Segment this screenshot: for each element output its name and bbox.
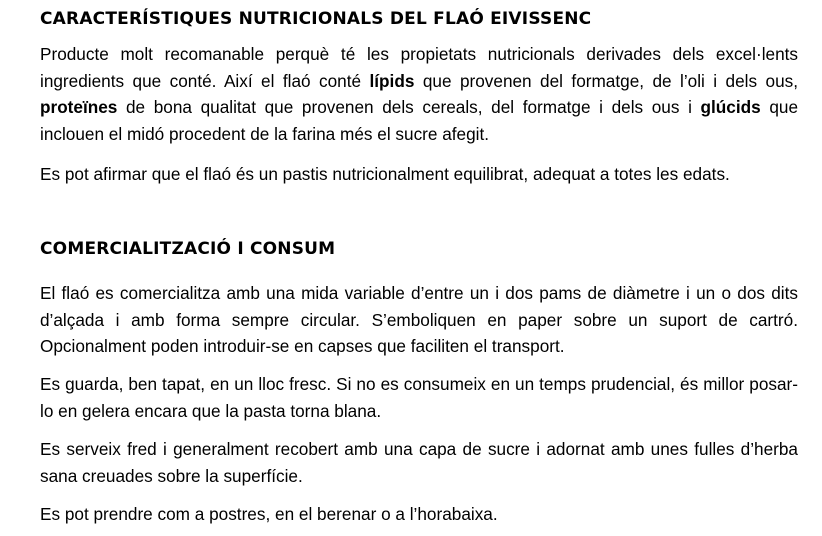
bold-term-proteins: proteïnes — [40, 97, 118, 117]
text-segment: de bona qualitat que provenen dels cereals, del formatge i dels ous i — [117, 97, 701, 117]
paragraph-consumption-time: Es pot prendre com a postres, en el berenar o a l’horabaixa. — [40, 504, 498, 524]
text-segment: que inclouen el midó procedent de la farina més el sucre afegit. — [40, 97, 798, 144]
section-heading-commercialization: COMERCIALITZACIÓ I CONSUM — [40, 239, 336, 259]
bold-term-glucids: glúcids — [700, 97, 761, 117]
paragraph-balanced: Es pot afirmar que el flaó és un pastis nutricionalment equilibrat, adequat a totes les edats. — [40, 164, 730, 184]
bold-term-lipids: lípids — [369, 70, 415, 91]
text-segment: que provenen del formatge, de l’oli i dels ous, — [414, 70, 799, 91]
paragraph-serving: Es serveix fred i generalment recobert amb una capa de sucre i adornat amb unes fulles d’herba sana creuades sobre la superfície. — [40, 439, 798, 486]
section-heading-nutritional: CARACTERÍSTIQUES NUTRICIONALS DEL FLAÓ EIVISSENC — [40, 9, 592, 29]
paragraph-size-packaging: El flaó es comercialitza amb una mida variable d’entre un i dos pams de diàmetre i un o dos dits d’alçada i amb forma sempre circular. S’emboliquen en paper sobre un suport de cartró. Opcionalment poden introduir-se en capses que faciliten el transport. — [40, 283, 798, 356]
text-segment: Producte molt recomanable perquè té les propietats nutricionals derivades dels excel·lents ingredients que conté. Així el flaó conté — [40, 44, 798, 91]
paragraph-nutritional-properties — [40, 41, 798, 147]
paragraph-storage: Es guarda, ben tapat, en un lloc fresc. Si no es consumeix en un temps prudencial, és millor posar-lo en gelera encara que la pasta torna blana. — [40, 374, 798, 421]
